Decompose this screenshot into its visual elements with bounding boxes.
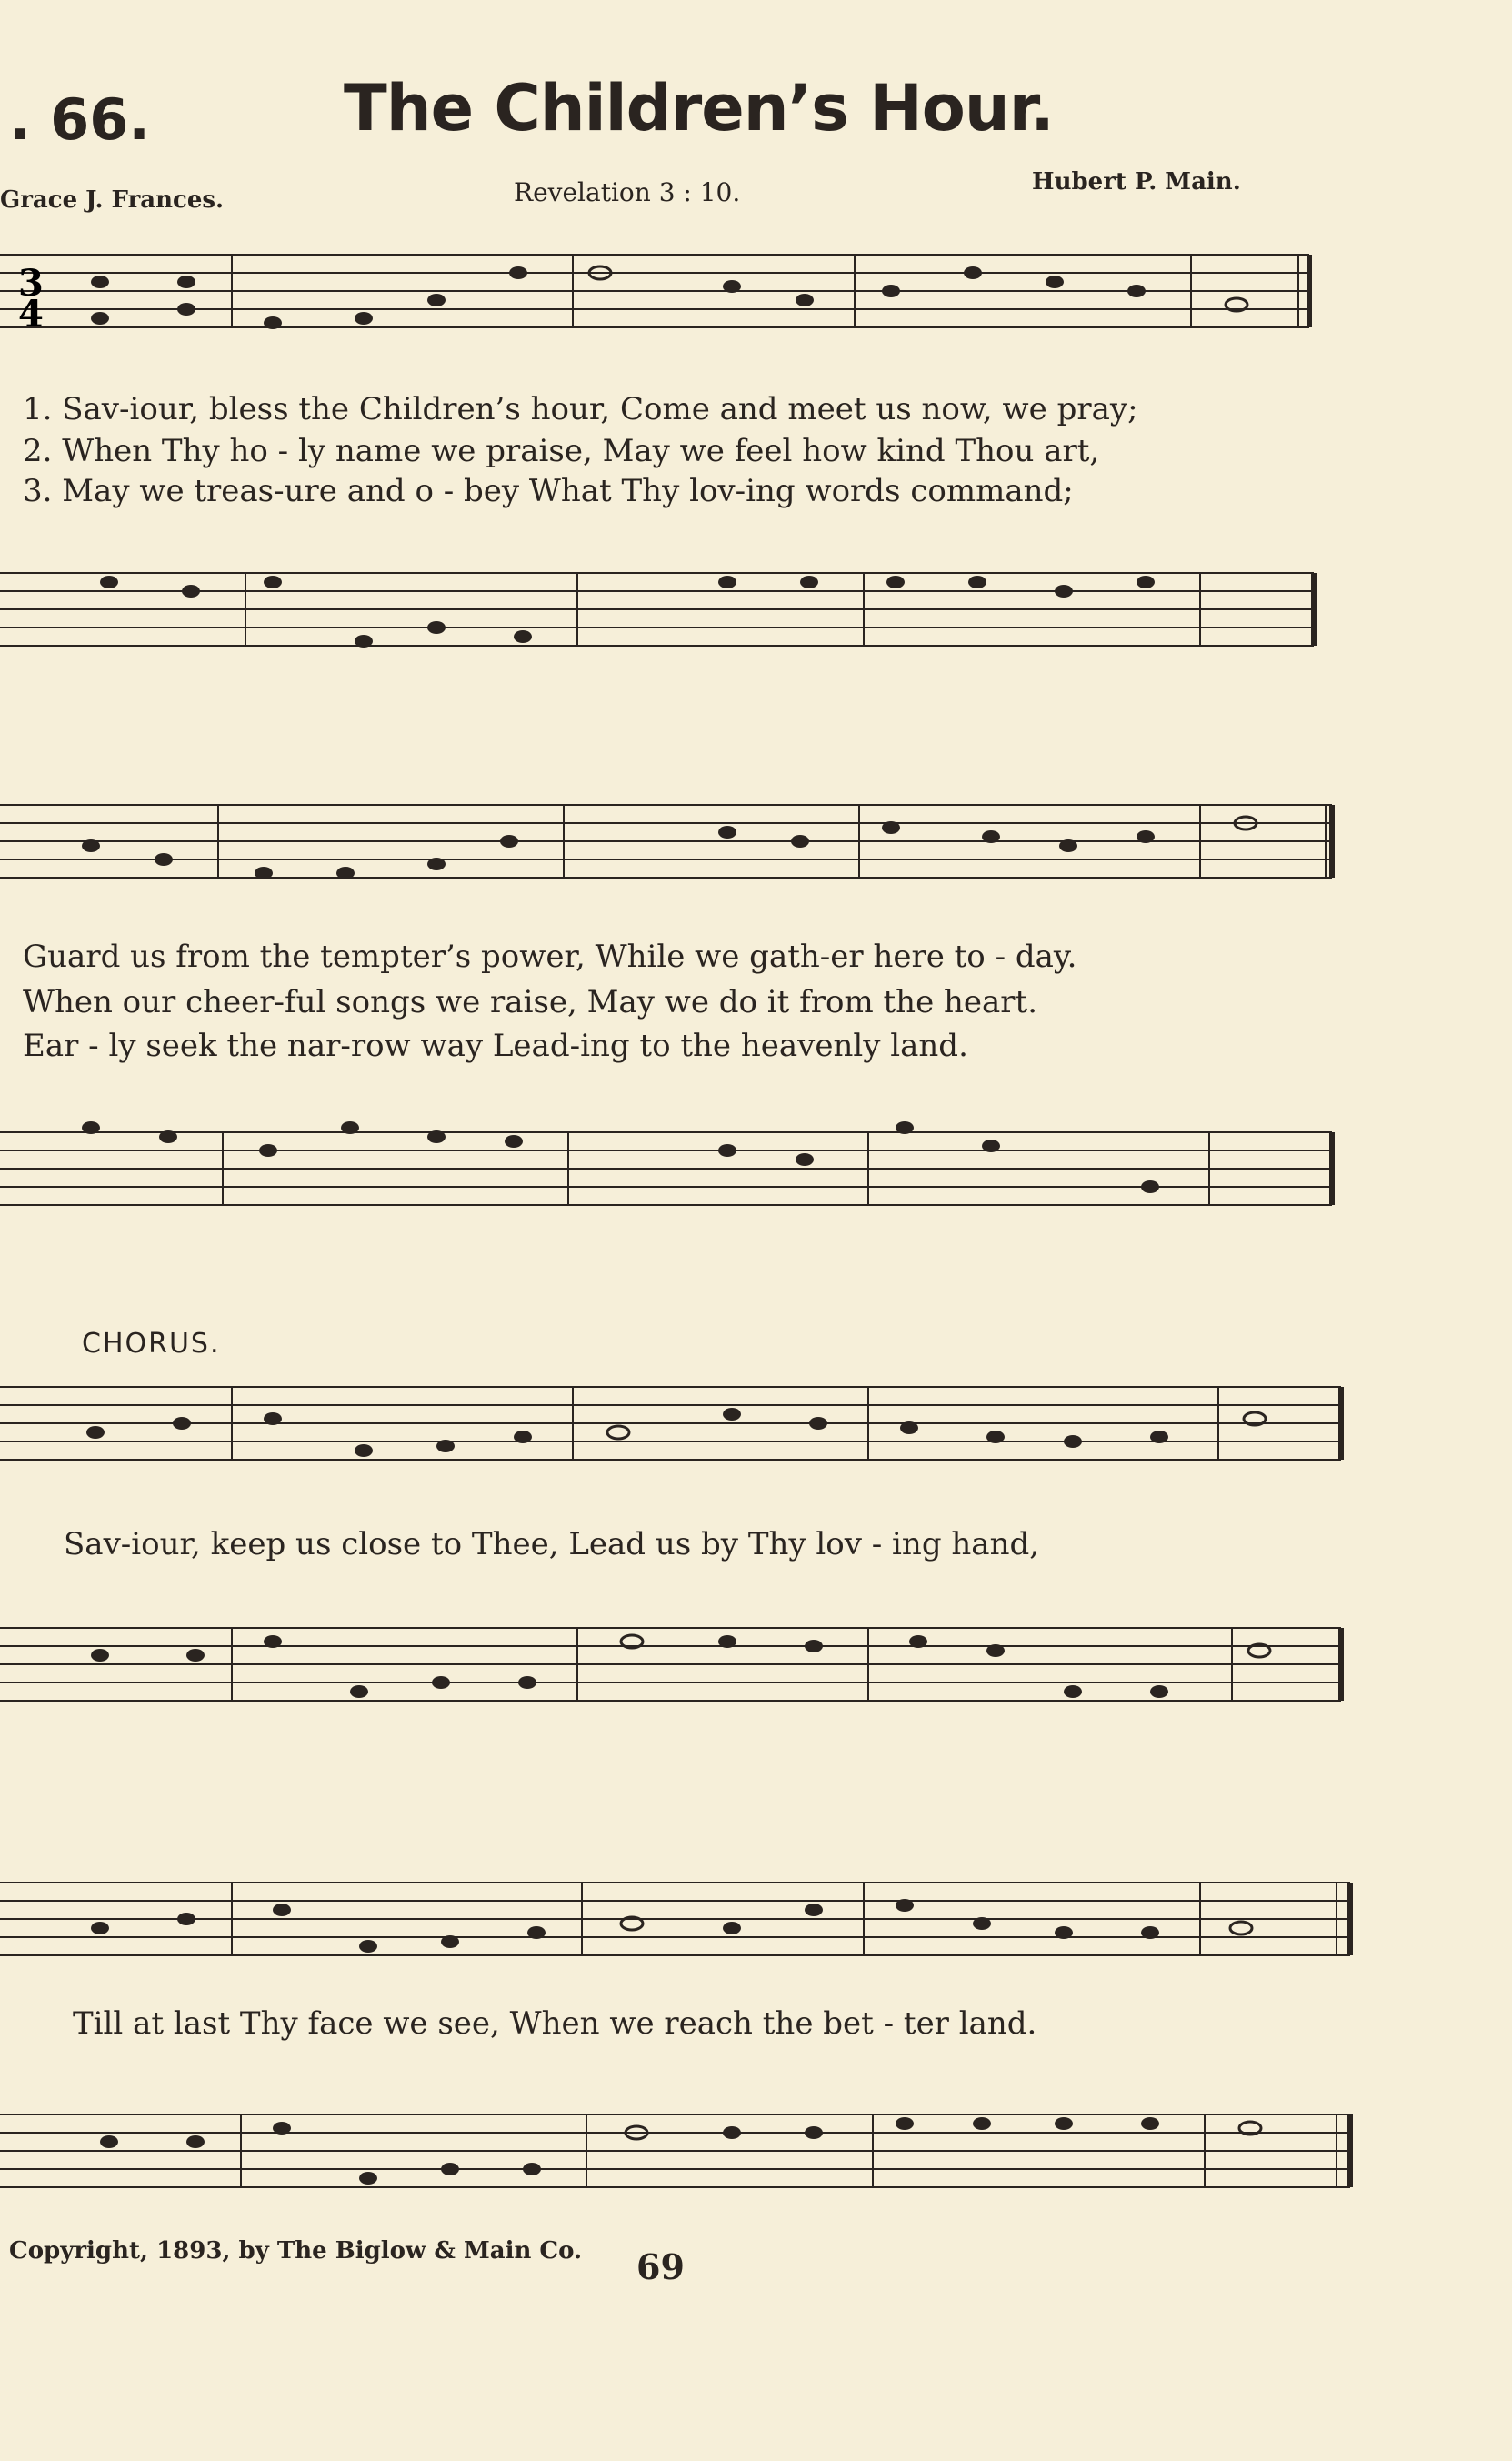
copyright-notice: Copyright, 1893, by The Biglow & Main Co.: [9, 2237, 583, 2265]
chorus-line2: Till at last Thy face we see, When we reach the bet - ter land.: [73, 2005, 1037, 2042]
lyricist-credit: Grace J. Frances.: [0, 186, 225, 214]
chorus-line1: Sav-iour, keep us close to Thee, Lead us by Thy lov - ing hand,: [64, 1526, 1040, 1562]
hymn-number: . 66.: [9, 86, 150, 153]
page-number: 69: [636, 2246, 685, 2287]
staff-system-2: [0, 546, 1512, 673]
staff-system-6: [0, 1601, 1512, 1728]
staff-system-1: [0, 232, 1512, 350]
chorus-label: CHORUS.: [82, 1328, 221, 1360]
staff-system-3: [0, 782, 1512, 909]
verse2-line1: 2. When Thy ho - ly name we praise, May we feel how kind Thou art,: [23, 433, 1100, 469]
staff-system-4: [0, 1105, 1512, 1241]
staff-system-8: [0, 2087, 1512, 2224]
hymn-title: The Children’s Hour.: [344, 71, 1054, 146]
verse1-line1: 1. Sav-iour, bless the Children’s hour, Come and meet us now, we pray;: [23, 391, 1138, 427]
scripture-reference: Revelation 3 : 10.: [514, 177, 741, 207]
verse3-line2: Ear - ly seek the nar-row way Lead-ing to the heavenly land.: [23, 1028, 968, 1064]
svg-text:4: 4: [18, 293, 44, 336]
verse3-line1: 3. May we treas-ure and o - bey What Thy lov-ing words command;: [23, 473, 1074, 509]
svg-text:3: 3: [18, 262, 44, 305]
verse1-line2: Guard us from the tempter’s power, While we gath-er here to - day.: [23, 939, 1077, 975]
verse2-line2: When our cheer-ful songs we raise, May we do it from the heart.: [23, 984, 1038, 1020]
composer-credit: Hubert P. Main.: [1032, 168, 1241, 196]
staff-system-5: [0, 1364, 1512, 1492]
staff-system-7: [0, 1860, 1512, 1987]
